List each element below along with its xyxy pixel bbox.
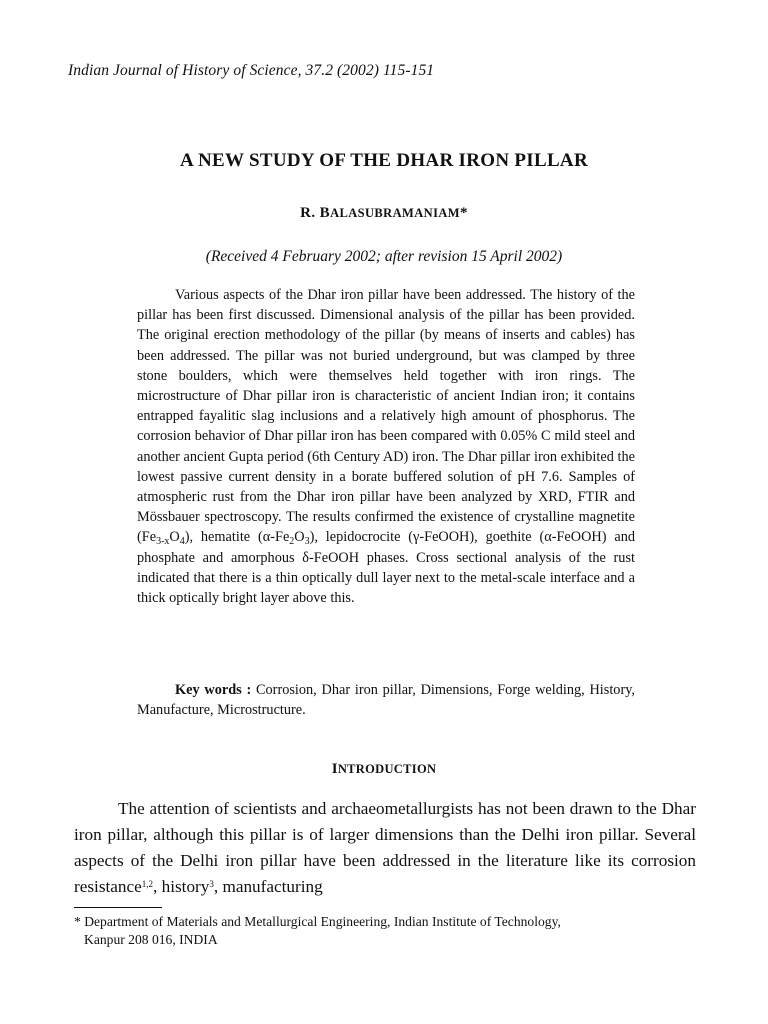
introduction-text xyxy=(74,796,696,900)
keywords xyxy=(137,680,635,720)
reference-marker: 1,2 xyxy=(141,879,154,889)
reference-marker: 3 xyxy=(209,879,214,889)
footnote xyxy=(74,913,696,949)
body-paragraph: The attention of scientists and archaeometallurgists has not been drawn to the Dhar iron pillar, although this pillar is of larger dimensions than the Delhi iron pillar. Several aspects of the Delhi iron pillar have been addressed in the literature like its corrosion resistance$^{1,2}$, history$^3$, manufacturing xyxy=(74,799,696,896)
footnote-rule xyxy=(74,907,162,908)
author-surname: ALASUBRAMANIAM xyxy=(330,206,460,220)
author-name xyxy=(0,205,768,222)
abstract-paragraph: Various aspects of the Dhar iron pillar have been addressed. The history of the pillar has been first discussed. Dimensional analysis of the pillar has been provided. The original erection methodology of the pillar (by means of inserts and cables) has been addressed. The pillar was not buried underground, but was clamped by three stone boulders, which were themselves held together with iron rings. The microstructure of Dhar pillar iron is characteristic of ancient Indian iron; it contains entrapped fayalitic slag inclusions and a relatively high amount of phosphorus. The corrosion behavior of Dhar pillar iron has been compared with 0.05% C mild steel and another ancient Gupta period (6th Century AD) iron. The Dhar pillar iron exhibited the lowest passive current density in a borate buffered solution of pH 7.6. Samples of atmospheric rust from the Dhar iron pillar have been analyzed by XRD, FTIR and Mössbauer spectroscopy. The results confirmed the existence of crystalline magnetite $(Fe_{3-x}O_4)$, hematite $(\alpha-Fe_2O_3)$, lepidocrocite (γ-FeOOH), goethite (α-FeOOH) and phosphate and amorphous δ-FeOOH phases. Cross sectional analysis of the rust indicated that there is a thin optically dull layer next to the metal-scale interface and a thick optically bright layer above this. xyxy=(137,287,635,607)
author-initial: R. B xyxy=(300,205,331,221)
footnote-affiliation: * Department of Materials and Metallurgical Engineering, Indian Institute of Technology, xyxy=(74,914,561,929)
keywords-label: Key words : xyxy=(175,682,252,698)
journal-citation: Indian Journal of History of Science, 37.2 (2002) 115-151 xyxy=(68,62,435,79)
received-dates: (Received 4 February 2002; after revision 15 April 2002) xyxy=(205,248,563,265)
section-heading-introduction: INTRODUCTION xyxy=(331,761,437,777)
abstract xyxy=(137,285,635,608)
paper-title: A NEW STUDY OF THE DHAR IRON PILLAR xyxy=(180,150,588,171)
footnote-address: Kanpur 208 016, INDIA xyxy=(84,932,218,947)
author-footnote-mark: * xyxy=(459,205,468,221)
keywords-list: Corrosion, Dhar iron pillar, Dimensions, Forge welding, History, Manufacture, Microstructure. xyxy=(137,682,635,719)
